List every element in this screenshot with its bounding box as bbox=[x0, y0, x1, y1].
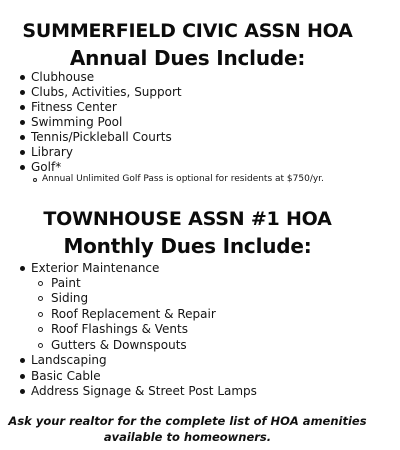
section1-subtitle: Annual Dues Include: bbox=[69, 46, 306, 70]
sub-list-item: Gutters & Downspouts bbox=[51, 338, 187, 352]
list-item: Golf* bbox=[31, 160, 62, 174]
bullet-icon bbox=[20, 150, 25, 155]
sub-bullet-icon bbox=[38, 296, 43, 301]
footer-line-2: available to homeowners. bbox=[103, 430, 272, 444]
list-item: Landscaping bbox=[31, 353, 107, 367]
bullet-icon bbox=[20, 389, 25, 394]
sub-list-item: Roof Flashings & Vents bbox=[51, 322, 188, 336]
bullet-icon bbox=[20, 105, 25, 110]
list-item: Basic Cable bbox=[31, 369, 101, 383]
list-item: Exterior Maintenance bbox=[31, 261, 160, 275]
bullet-icon bbox=[20, 358, 25, 363]
list-item: Clubs, Activities, Support bbox=[31, 85, 182, 99]
bullet-icon bbox=[20, 374, 25, 379]
sub-bullet-icon bbox=[38, 343, 43, 348]
section2-title: TOWNHOUSE ASSN #1 HOA bbox=[43, 208, 332, 230]
list-item: Tennis/Pickleball Courts bbox=[31, 130, 172, 144]
bullet-icon bbox=[20, 90, 25, 95]
section1-title: SUMMERFIELD CIVIC ASSN HOA bbox=[22, 20, 353, 42]
bullet-icon bbox=[20, 266, 25, 271]
list-item: Swimming Pool bbox=[31, 115, 123, 129]
sub-list-item: Siding bbox=[51, 291, 89, 305]
golf-note: Annual Unlimited Golf Pass is optional for residents at $750/yr. bbox=[42, 174, 324, 184]
list-item: Library bbox=[31, 145, 73, 159]
sub-bullet-icon bbox=[38, 327, 43, 332]
list-item: Fitness Center bbox=[31, 100, 117, 114]
list-item: Address Signage & Street Post Lamps bbox=[31, 384, 257, 398]
bullet-icon bbox=[20, 120, 25, 125]
sub-list-item: Paint bbox=[51, 276, 81, 290]
bullet-icon bbox=[20, 165, 25, 170]
footer-line-1: Ask your realtor for the complete list of HOA amenities bbox=[8, 414, 367, 428]
sub-bullet-icon bbox=[38, 312, 43, 317]
bullet-icon bbox=[20, 135, 25, 140]
list-item: Clubhouse bbox=[31, 70, 95, 84]
bullet-icon bbox=[20, 75, 25, 80]
section2-subtitle: Monthly Dues Include: bbox=[63, 234, 312, 258]
sub-list-item: Roof Replacement & Repair bbox=[51, 307, 216, 321]
sub-bullet-icon bbox=[33, 178, 37, 182]
sub-bullet-icon bbox=[38, 281, 43, 286]
